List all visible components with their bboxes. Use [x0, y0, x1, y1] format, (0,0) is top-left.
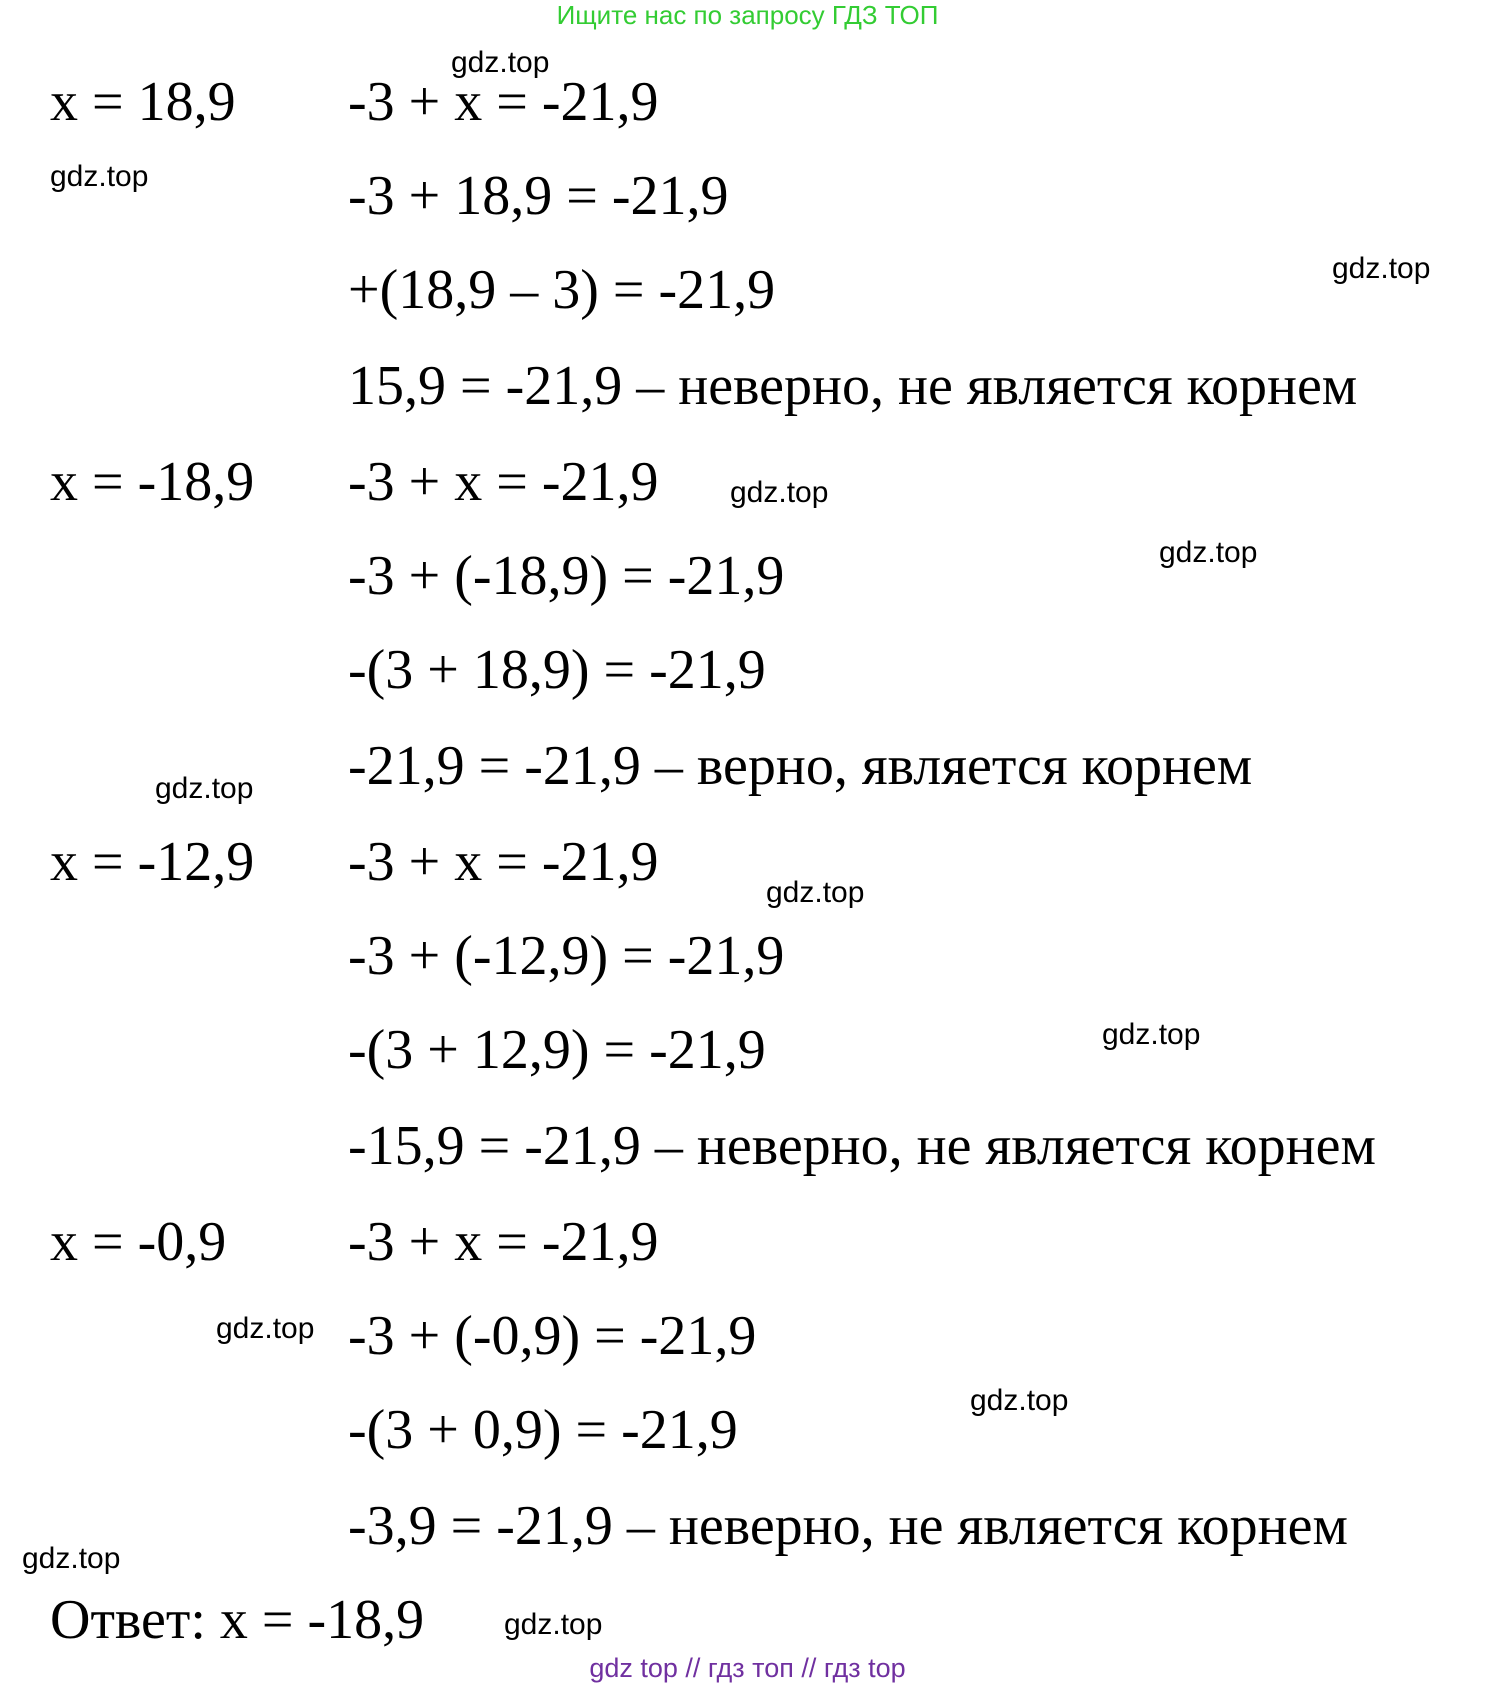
footer-text: gdz top // гдз топ // гдз top — [589, 1653, 906, 1683]
x-value-label: x = -12,9 — [50, 831, 255, 893]
watermark: gdz.top — [730, 476, 829, 509]
equation-step: -3 + (-18,9) = -21,9 — [348, 545, 785, 607]
equation-step: -3 + x = -21,9 — [348, 831, 659, 893]
equation-step: -3 + (-0,9) = -21,9 — [348, 1305, 757, 1367]
watermark: gdz.top — [766, 876, 865, 909]
x-value-label: x = -0,9 — [50, 1211, 227, 1273]
watermark: gdz.top — [22, 1542, 121, 1575]
equation-step: -(3 + 0,9) = -21,9 — [348, 1399, 738, 1461]
equation-step: -(3 + 12,9) = -21,9 — [348, 1019, 766, 1081]
watermark: gdz.top — [970, 1384, 1069, 1417]
answer-line: Ответ: x = -18,9 — [50, 1589, 425, 1651]
watermark: gdz.top — [504, 1608, 603, 1641]
watermark: gdz.top — [216, 1312, 315, 1345]
header-banner: Ищите нас по запросу ГДЗ ТОП — [556, 0, 939, 30]
watermark: gdz.top — [451, 46, 550, 79]
equation-result: 15,9 = -21,9 – неверно, не является корнем — [348, 355, 1358, 417]
equation-step: -3 + x = -21,9 — [348, 451, 659, 513]
equation-step: -3 + 18,9 = -21,9 — [348, 165, 729, 227]
watermark: gdz.top — [1102, 1018, 1201, 1051]
watermark: gdz.top — [155, 772, 254, 805]
equation-result: -3,9 = -21,9 – неверно, не является корнем — [348, 1495, 1348, 1557]
equation-step: +(18,9 – 3) = -21,9 — [348, 259, 776, 321]
watermark: gdz.top — [1332, 252, 1431, 285]
equation-step: -3 + x = -21,9 — [348, 71, 659, 133]
equation-step: -(3 + 18,9) = -21,9 — [348, 639, 766, 701]
equation-result: -15,9 = -21,9 – неверно, не является корнем — [348, 1115, 1376, 1177]
x-value-label: x = 18,9 — [50, 71, 236, 133]
watermark: gdz.top — [50, 160, 149, 193]
equation-step: -3 + x = -21,9 — [348, 1211, 659, 1273]
equation-result: -21,9 = -21,9 – верно, является корнем — [348, 735, 1253, 797]
x-value-label: x = -18,9 — [50, 451, 255, 513]
equation-step: -3 + (-12,9) = -21,9 — [348, 925, 785, 987]
watermark: gdz.top — [1159, 536, 1258, 569]
